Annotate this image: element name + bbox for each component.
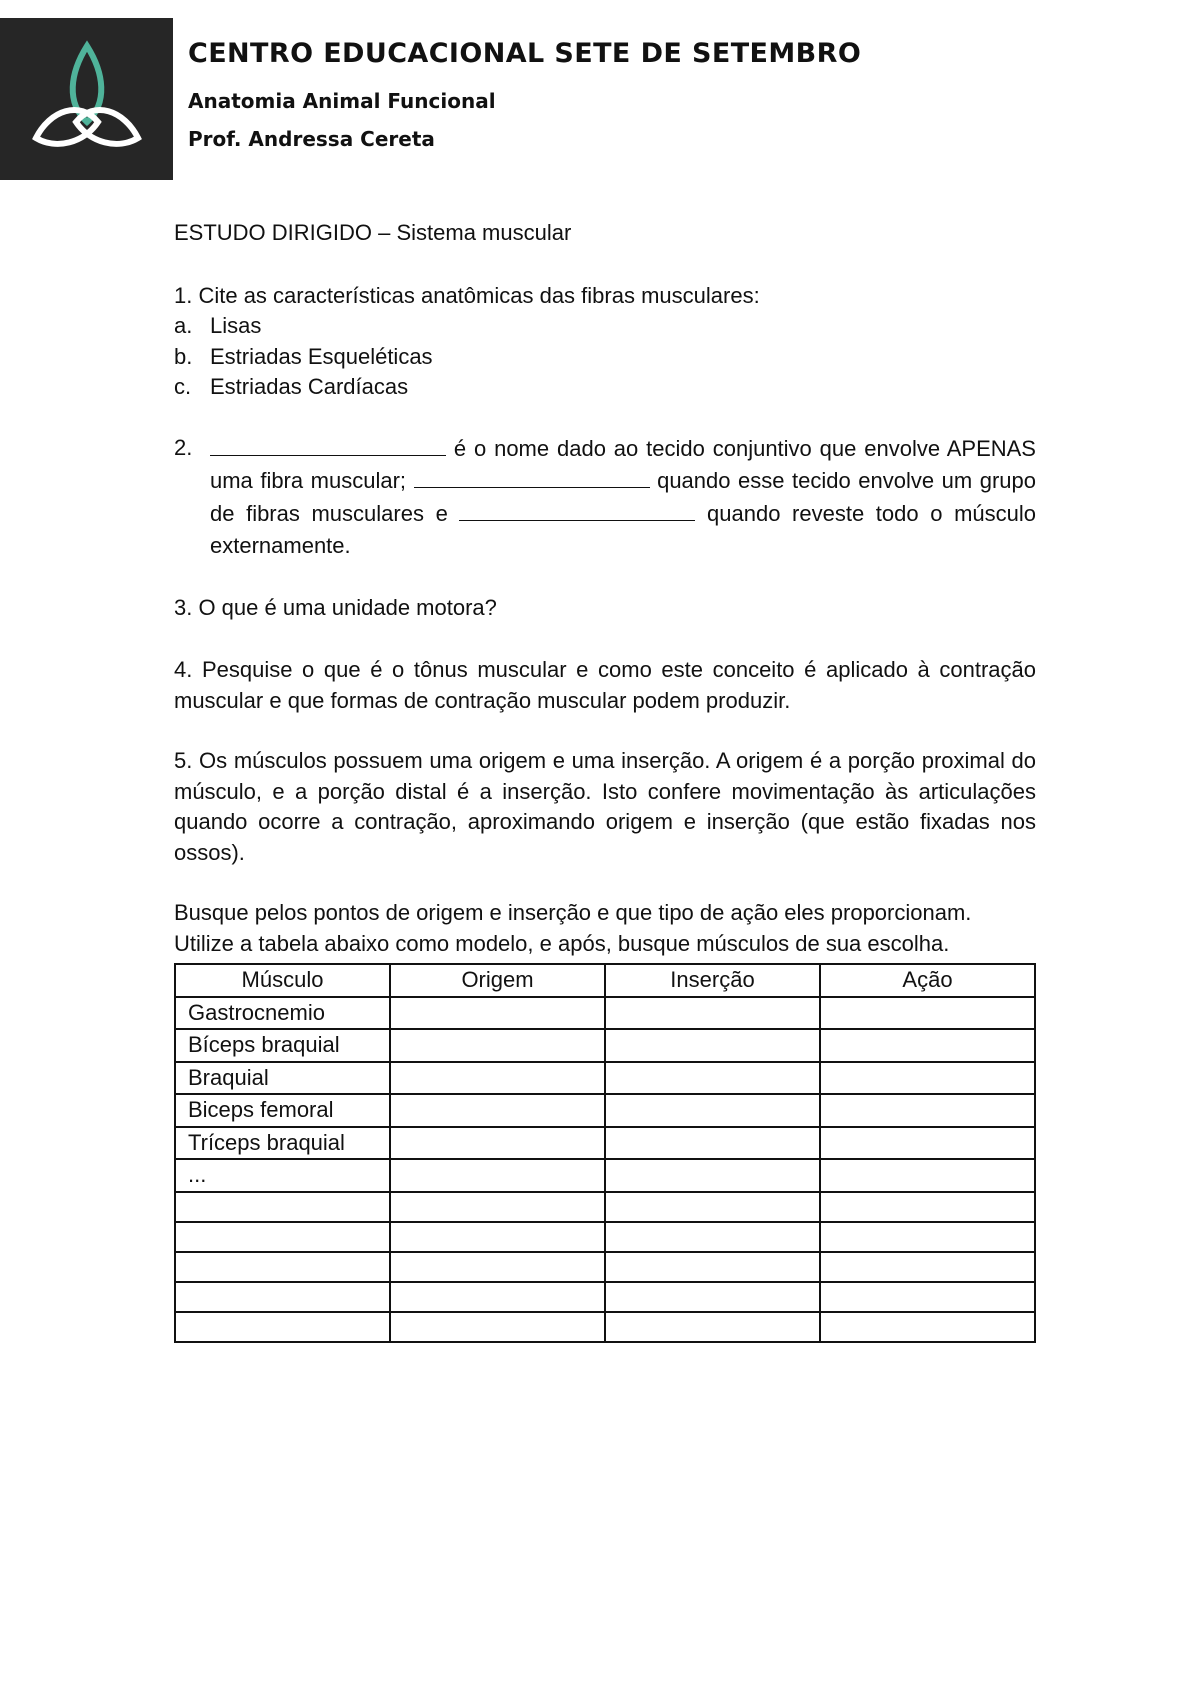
table-cell: Braquial [175,1062,390,1095]
professor-name: Prof. Andressa Cereta [188,127,435,151]
table-cell [605,997,820,1030]
table-cell [820,1159,1035,1192]
table-cell [175,1282,390,1312]
table-cell [390,1282,605,1312]
table-cell [820,1029,1035,1062]
table-cell [390,1029,605,1062]
table-cell [390,1192,605,1222]
table-cell [175,1192,390,1222]
column-header: Origem [390,964,605,997]
school-logo [0,18,173,180]
list-item: b. Estriadas Esqueléticas [174,343,433,369]
table-row [175,1127,1035,1160]
answer-blank [459,500,695,521]
table-instructions: Busque pelos pontos de origem e inserção e que tipo de ação eles proporcionam. Utilize a tabela abaixo como modelo, e após, busque músculos de sua escolha. [174,900,972,956]
document-body [174,218,1036,1343]
table-cell: ... [175,1159,390,1192]
triquetra-logo-icon [0,18,173,180]
question-2: 2. é o nome dado ao tecido conjuntivo que envolve APENAS uma fibra muscular; quando esse tecido envolve um grupo de fibras musculares e quando reveste todo o músculo externamente. [174,434,1036,558]
table-cell [390,1094,605,1127]
question-3: 3. O que é uma unidade motora? [174,594,497,620]
table-cell [605,1312,820,1342]
table-cell [820,1282,1035,1312]
table-cell [605,1029,820,1062]
table-cell [175,1312,390,1342]
column-header: Músculo [175,964,390,997]
answer-blank [210,435,446,456]
course-name: Anatomia Animal Funcional [188,89,496,113]
table-cell [605,1127,820,1160]
list-item: a. Lisas [174,313,262,338]
table-cell [820,1062,1035,1095]
table-cell [175,1222,390,1252]
table-cell [605,1062,820,1095]
table-cell [820,1252,1035,1282]
question-5: 5. Os músculos possuem uma origem e uma inserção. A origem é a porção proximal do músculo, e a porção distal é a inserção. Isto confere movimentação às articulações quando ocorre a contração, aproximando origem e inserção (que estão fixadas nos ossos). [174,748,1036,865]
table-cell [605,1282,820,1312]
table-row [175,1192,1035,1222]
table-cell [390,1312,605,1342]
table-cell [605,1252,820,1282]
table-cell: Bíceps braquial [175,1029,390,1062]
list-item: c. Estriadas Cardíacas [174,374,409,399]
table-row [175,1159,1035,1192]
school-name: CENTRO EDUCACIONAL SETE DE SETEMBRO [188,38,862,69]
header [188,38,861,151]
table-cell [820,1222,1035,1252]
table-row [175,1062,1035,1095]
column-header: Ação [820,964,1035,997]
table-cell [605,1094,820,1127]
table-cell [390,997,605,1030]
answer-blank [414,467,650,488]
table-row [175,1282,1035,1312]
table-cell [820,1312,1035,1342]
table-cell [390,1159,605,1192]
table-row [175,997,1035,1030]
table-cell [605,1192,820,1222]
table-row [175,1094,1035,1127]
question-1-list [174,311,1036,403]
table-cell: Biceps femoral [175,1094,390,1127]
column-header: Inserção [605,964,820,997]
table-cell [605,1159,820,1192]
table-cell [820,1094,1035,1127]
table-cell [390,1062,605,1095]
table-row [175,1252,1035,1282]
table-cell [820,997,1035,1030]
document-title: ESTUDO DIRIGIDO – Sistema muscular [174,220,572,245]
table-header-row [175,964,1035,997]
table-cell [390,1222,605,1252]
table-cell [175,1252,390,1282]
table-row [175,1312,1035,1342]
table-row [175,1222,1035,1252]
table-cell: Gastrocnemio [175,997,390,1030]
table-cell: Tríceps braquial [175,1127,390,1160]
table-cell [820,1127,1035,1160]
question-4: 4. Pesquise o que é o tônus muscular e como este conceito é aplicado à contração muscular e que formas de contração muscular podem produzir. [174,657,1036,713]
question-1: 1. Cite as características anatômicas das fibras musculares: [174,282,760,308]
table-cell [605,1222,820,1252]
table-row [175,1029,1035,1062]
muscle-table [174,963,1036,1343]
table-cell [390,1252,605,1282]
table-cell [820,1192,1035,1222]
table-cell [390,1127,605,1160]
